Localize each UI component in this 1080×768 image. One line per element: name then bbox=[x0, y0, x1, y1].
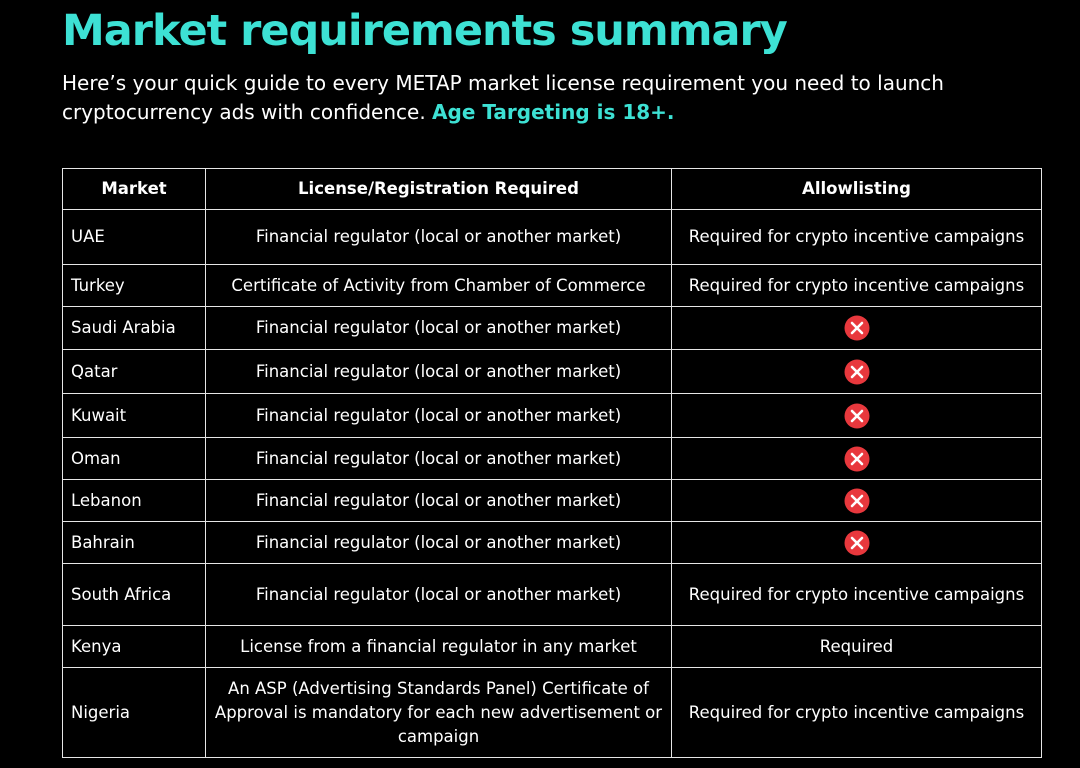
table-row bbox=[63, 350, 1042, 394]
table-row bbox=[63, 307, 1042, 350]
intro-text: Here’s your quick guide to every METAP market license requirement you need to launch cryptocurrency ads with confidence. bbox=[62, 71, 944, 124]
allowlisting-cell: Required for crypto incentive campaigns bbox=[672, 564, 1042, 626]
license-cell: License from a financial regulator in any market bbox=[206, 626, 672, 668]
page-title: Market requirements summary bbox=[62, 6, 787, 56]
table-row bbox=[63, 668, 1042, 758]
column-header-market: Market bbox=[63, 169, 206, 210]
red-x-icon bbox=[844, 488, 870, 514]
column-header-allowlisting: Allowlisting bbox=[672, 169, 1042, 210]
column-header-license: License/Registration Required bbox=[206, 169, 672, 210]
red-x-icon bbox=[844, 315, 870, 341]
allowlisting-cell bbox=[672, 480, 1042, 522]
table-row bbox=[63, 480, 1042, 522]
market-cell: Saudi Arabia bbox=[63, 307, 206, 350]
allowlisting-cell bbox=[672, 394, 1042, 438]
license-cell: Financial regulator (local or another market) bbox=[206, 438, 672, 480]
allowlisting-cell bbox=[672, 438, 1042, 480]
market-cell: South Africa bbox=[63, 564, 206, 626]
market-cell: UAE bbox=[63, 210, 206, 265]
allowlisting-cell: Required for crypto incentive campaigns bbox=[672, 210, 1042, 265]
market-cell: Oman bbox=[63, 438, 206, 480]
market-requirements-table bbox=[62, 168, 1042, 758]
allowlisting-cell bbox=[672, 307, 1042, 350]
license-cell: Certificate of Activity from Chamber of Commerce bbox=[206, 265, 672, 307]
license-cell: An ASP (Advertising Standards Panel) Certificate of Approval is mandatory for each new advertisement or campaign bbox=[206, 668, 672, 758]
allowlisting-cell bbox=[672, 350, 1042, 394]
license-cell: Financial regulator (local or another market) bbox=[206, 564, 672, 626]
table-row bbox=[63, 522, 1042, 564]
table-row bbox=[63, 438, 1042, 480]
market-cell: Nigeria bbox=[63, 668, 206, 758]
red-x-icon bbox=[844, 530, 870, 556]
red-x-icon bbox=[844, 359, 870, 385]
table-header-row bbox=[63, 169, 1042, 210]
red-x-icon bbox=[844, 446, 870, 472]
table-row bbox=[63, 626, 1042, 668]
table-row bbox=[63, 210, 1042, 265]
table-body bbox=[63, 210, 1042, 758]
market-cell: Kuwait bbox=[63, 394, 206, 438]
license-cell: Financial regulator (local or another market) bbox=[206, 210, 672, 265]
market-cell: Kenya bbox=[63, 626, 206, 668]
market-cell: Qatar bbox=[63, 350, 206, 394]
allowlisting-cell: Required bbox=[672, 626, 1042, 668]
allowlisting-cell bbox=[672, 522, 1042, 564]
table-row bbox=[63, 564, 1042, 626]
red-x-icon bbox=[844, 403, 870, 429]
market-cell: Turkey bbox=[63, 265, 206, 307]
age-targeting-highlight: Age Targeting is 18+. bbox=[432, 100, 675, 124]
license-cell: Financial regulator (local or another market) bbox=[206, 350, 672, 394]
license-cell: Financial regulator (local or another market) bbox=[206, 480, 672, 522]
market-cell: Bahrain bbox=[63, 522, 206, 564]
license-cell: Financial regulator (local or another market) bbox=[206, 394, 672, 438]
allowlisting-cell: Required for crypto incentive campaigns bbox=[672, 668, 1042, 758]
allowlisting-cell: Required for crypto incentive campaigns bbox=[672, 265, 1042, 307]
table-row bbox=[63, 265, 1042, 307]
license-cell: Financial regulator (local or another market) bbox=[206, 307, 672, 350]
intro-paragraph bbox=[62, 69, 962, 127]
table-row bbox=[63, 394, 1042, 438]
license-cell: Financial regulator (local or another market) bbox=[206, 522, 672, 564]
market-cell: Lebanon bbox=[63, 480, 206, 522]
